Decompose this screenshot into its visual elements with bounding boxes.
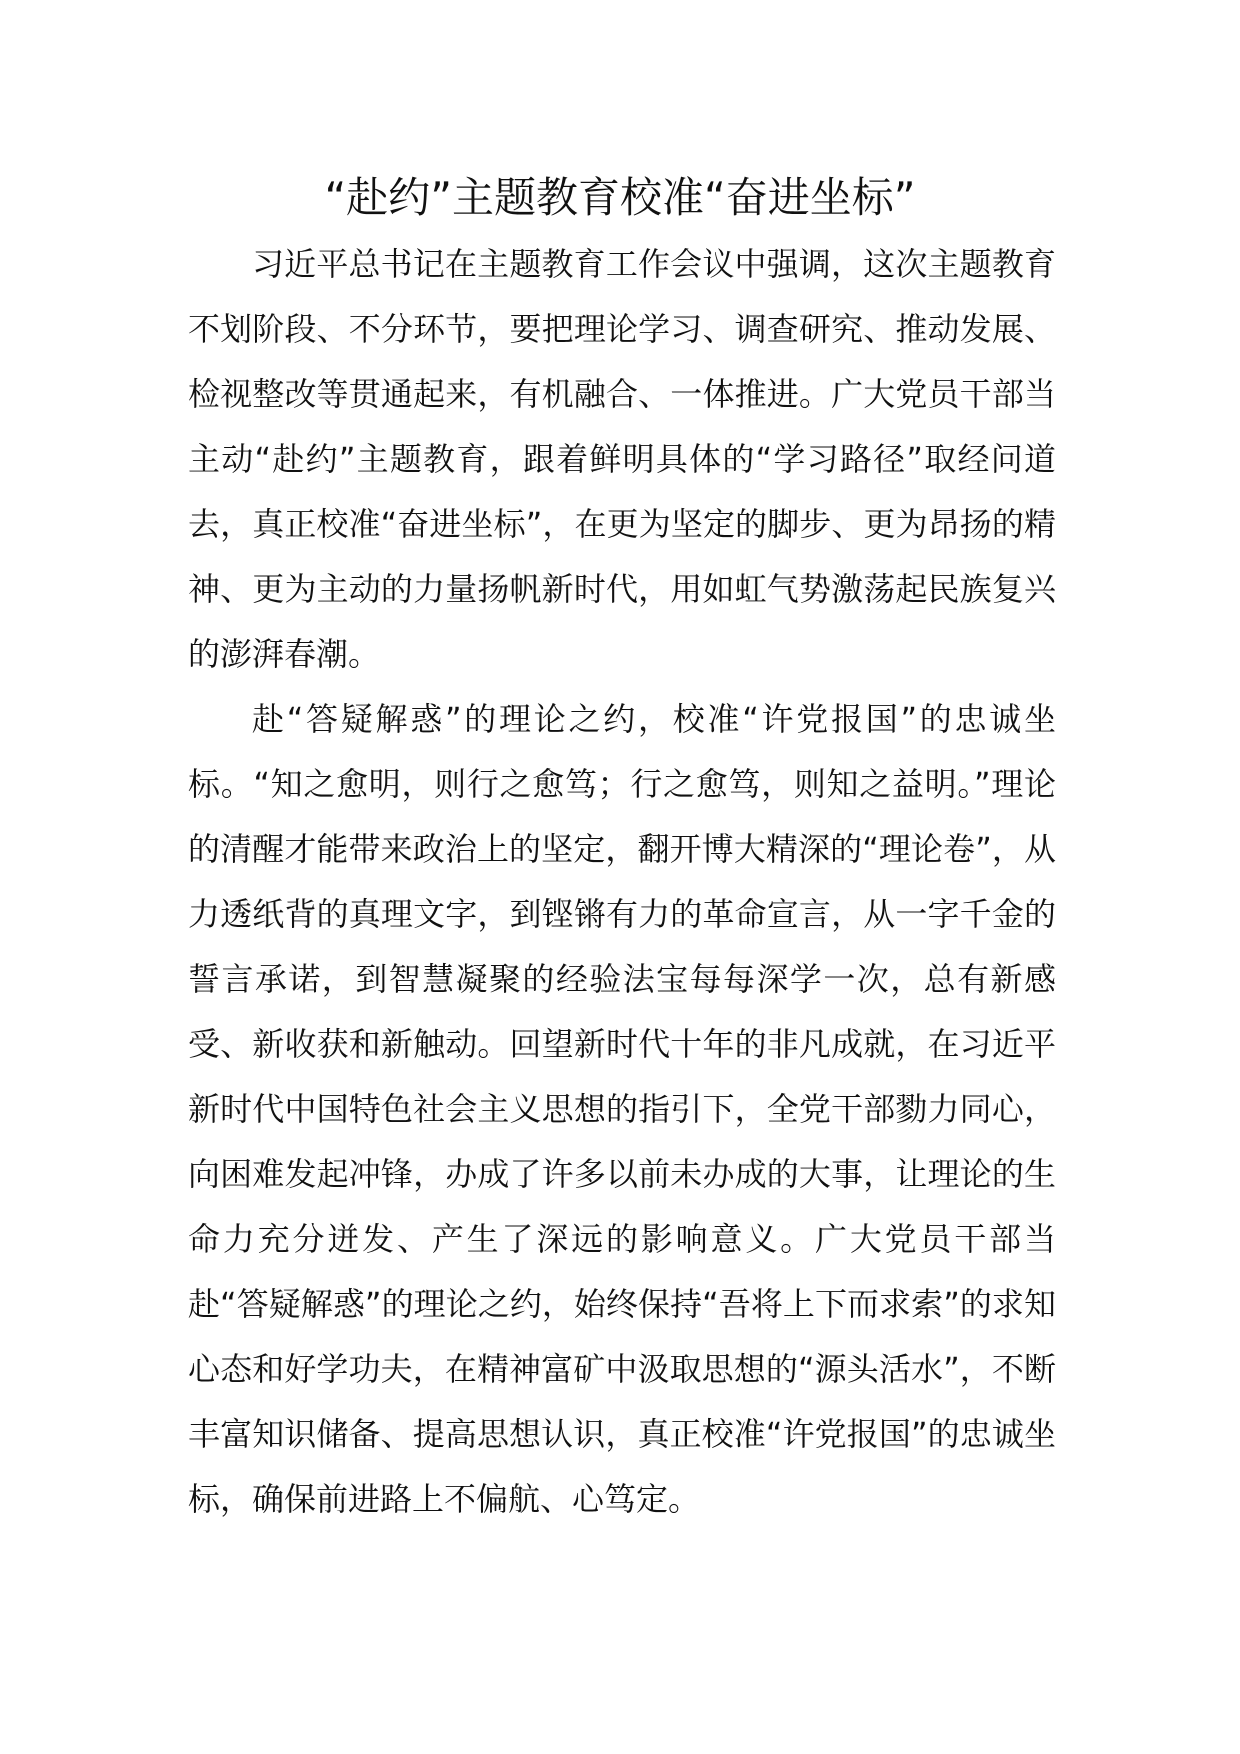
document-body bbox=[188, 232, 1056, 1532]
document-title: “赴约”主题教育校准“奋进坐标” bbox=[324, 173, 916, 222]
paragraph-1: 习近平总书记在主题教育工作会议中强调，这次主题教育不划阶段、不分环节，要把理论学习、调查研究、推动发展、检视整改等贯通起来，有机融合、一体推进。广大党员干部当主动“赴约”主题教育，跟着鲜明具体的“学习路径”取经问道去，真正校准“奋进坐标”，在更为坚定的脚步、更为昂扬的精神、更为主动的力量扬帆新时代，用如虹气势激荡起民族复兴的澎湃春潮。 bbox=[188, 245, 1056, 673]
paragraph-2: 赴“答疑解惑”的理论之约，校准“许党报国”的忠诚坐标。“知之愈明，则行之愈笃；行之愈笃，则知之益明。”理论的清醒才能带来政治上的坚定，翻开博大精深的“理论卷”，从力透纸背的真理文字，到铿锵有力的革命宣言，从一字千金的誓言承诺，到智慧凝聚的经验法宝每每深学一次，总有新感受、新收获和新触动。回望新时代十年的非凡成就，在习近平新时代中国特色社会主义思想的指引下，全党干部勠力同心，向困难发起冲锋，办成了许多以前未办成的大事，让理论的生命力充分迸发、产生了深远的影响意义。广大党员干部当赴“答疑解惑”的理论之约，始终保持“吾将上下而求索”的求知心态和好学功夫，在精神富矿中汲取思想的“源头活水”，不断丰富知识储备、提高思想认识，真正校准“许党报国”的忠诚坐标，确保前进路上不偏航、心笃定。 bbox=[188, 700, 1056, 1518]
